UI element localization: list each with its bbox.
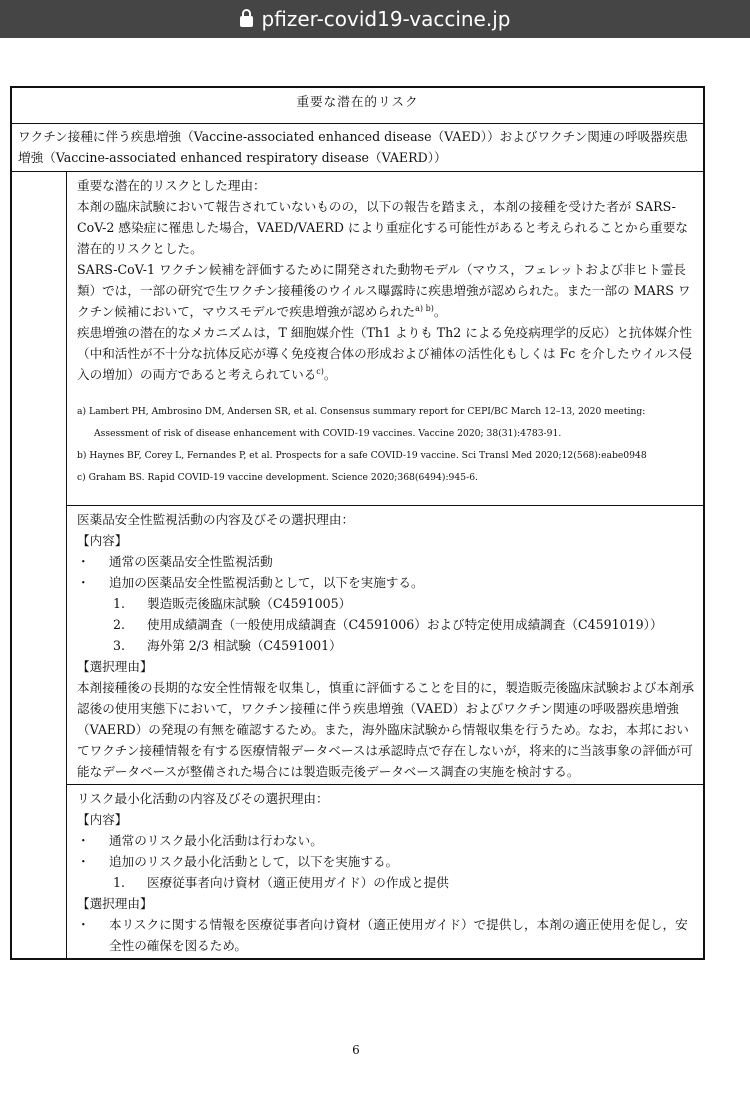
- reference-c: c) Graham BS. Rapid COVID-19 vaccine development. Science 2020;368(6494):945-6.: [77, 472, 478, 483]
- rm-item-1: 1. 医療従事者向け資材（適正使用ガイド）の作成と提供: [113, 875, 449, 890]
- rm-content-label: 【内容】: [77, 812, 128, 827]
- rm-reason-label: 【選択理由】: [77, 896, 153, 911]
- rm-bullet-2: ・ 追加のリスク最小化活動として，以下を実施する。: [77, 854, 399, 869]
- pv-item-1: 1. 製造販売後臨床試験（C4591005）: [113, 596, 352, 611]
- document-page: [0, 38, 750, 1099]
- page-number: 6: [352, 1043, 360, 1057]
- pv-item-3: 3. 海外第 2/3 相試験（C4591001）: [113, 638, 342, 653]
- left-blank-column: [11, 172, 67, 960]
- reference-b: b) Haynes BF, Corey L, Fernandes P, et al. Prospects for a safe COVID-19 vaccine. Sci Transl Med 2020;12(568):eabe0948: [77, 450, 647, 461]
- citation-c: c): [316, 366, 324, 376]
- lock-icon: [240, 16, 253, 27]
- url-text: pfizer-covid19-vaccine.jp: [261, 7, 511, 31]
- pv-bullet-2: ・ 追加の医薬品安全性監視活動として，以下を実施する。: [77, 575, 424, 590]
- risk-name: ワクチン接種に伴う疾患増強（Vaccine-associated enhanced disease（VAED））およびワクチン関連の呼吸器疾患増強（Vaccine-associated enhanced respiratory disease（VAERD））: [11, 124, 704, 172]
- pv-section: [67, 506, 705, 785]
- rm-bullet-1: ・ 通常のリスク最小化活動は行わない。: [77, 833, 323, 848]
- pv-bullet-1: ・ 通常の医薬品安全性監視活動: [77, 554, 273, 569]
- reference-a: a) Lambert PH, Ambrosino DM, Andersen SR, et al. Consensus summary report for CEPI/BC March 12–13, 2020 meeting:: [77, 406, 646, 417]
- pv-content-label: 【内容】: [77, 533, 128, 548]
- reason-para-2: SARS-CoV-1 ワクチン候補を評価するために開発された動物モデル（マウス，フェレットおよび非ヒト霊長類）では，一部の研究で生ワクチン接種後のウイルス曝露時に疾患増強が認められた。また一部の MARS ワクチン候補において，マウスモデルで疾患増強が認められた$^{a) b)}$。: [77, 262, 691, 319]
- reference-a-cont: Assessment of risk of disease enhancement with COVID-19 vaccines. Vaccine 2020; 38(31):4783-91.: [94, 428, 562, 439]
- reason-section: [67, 172, 705, 506]
- reason-heading: 重要な潜在的リスクとした理由：: [77, 178, 266, 193]
- rm-heading: リスク最小化活動の内容及びその選択理由：: [77, 791, 329, 806]
- table-title: 重要な潜在的リスク: [11, 87, 704, 124]
- pv-reason-label: 【選択理由】: [77, 659, 153, 674]
- risk-table: [10, 86, 705, 960]
- pv-reason-text: 本剤接種後の長期的な安全性情報を収集し，慎重に評価することを目的に，製造販売後臨床試験および本剤承認後の使用実態下において，ワクチン接種に伴う疾患増強（VAED）およびワクチン関連の呼吸器疾患増強（VAERD）の発現の有無を確認するため。また，海外臨床試験から情報収集を行うため。なお，本邦においてワクチン接種情報を有する医療情報データベースは承認時点で存在しないが，将来的に当該事象の評価が可能なデータベースが整備された場合には製造販売後データベース調査の実施を検討する。: [77, 680, 695, 779]
- reason-para-3: 疾患増強の潜在的なメカニズムは，T 細胞媒介性（Th1 よりも Th2 による免疫病理学的反応）と抗体媒介性（中和活性が不十分な抗体反応が導く免疫複合体の形成および補体の活性化もしくは Fc を介したウイルス侵入の増加）の両方であると考えられている$^{c)}$。: [77, 325, 692, 382]
- references: [77, 401, 695, 489]
- rm-reason-bullet: ・ 本リスクに関する情報を医療従事者向け資材（適正使用ガイド）で提供し，本剤の適正使用を促し，安全性の確保を図るため。: [77, 917, 688, 953]
- citation-ab: a) b): [415, 303, 434, 313]
- pv-item-2: 2. 使用成績調査（一般使用成績調査（C4591006）および特定使用成績調査（C4591019））: [113, 617, 663, 632]
- reason-para-1: 本剤の臨床試験において報告されていないものの，以下の報告を踏まえ，本剤の接種を受けた者が SARS-CoV-2 感染症に罹患した場合，VAED/VAERD により重症化する可能性があると考えられることから重要な潜在的リスクとした。: [77, 199, 688, 256]
- browser-url-bar[interactable]: [0, 0, 750, 38]
- rm-section: [67, 785, 705, 960]
- pv-heading: 医薬品安全性監視活動の内容及びその選択理由：: [77, 512, 355, 527]
